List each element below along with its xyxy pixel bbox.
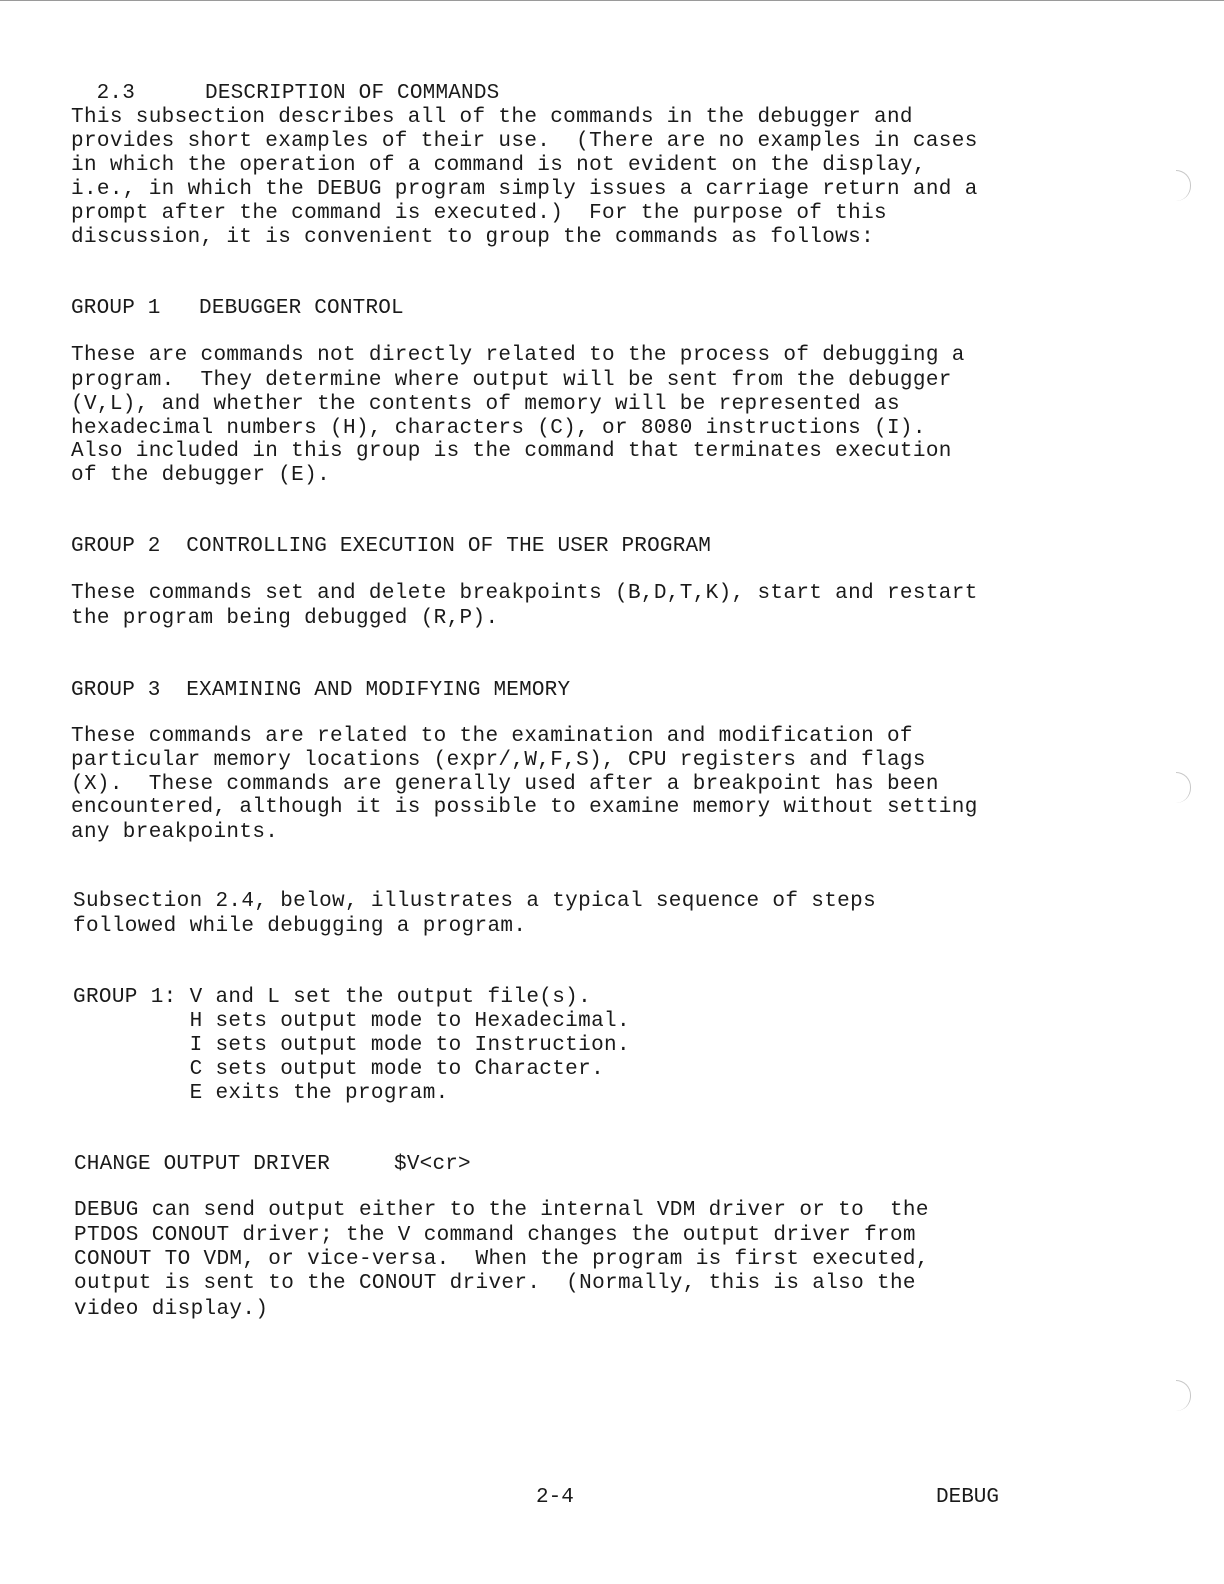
group-3-line: any breakpoints. bbox=[71, 821, 279, 844]
scan-mark bbox=[1176, 1380, 1191, 1411]
group-3-line: (X). These commands are generally used after a breakpoint has been bbox=[71, 773, 939, 796]
intro-line: discussion, it is convenient to group the commands as follows: bbox=[71, 226, 875, 249]
group-1-line: hexadecimal numbers (H), characters (C), or 8080 instructions (I). bbox=[71, 417, 926, 440]
intro-line: prompt after the command is executed.) For the purpose of this bbox=[71, 202, 887, 225]
group-2-line: These commands set and delete breakpoints (B,D,T,K), start and restart bbox=[71, 582, 978, 605]
note-line: Subsection 2.4, below, illustrates a typical sequence of steps bbox=[73, 890, 877, 913]
summary-line: E exits the program. bbox=[73, 1082, 449, 1105]
group-3-line: encountered, although it is possible to examine memory without setting bbox=[71, 796, 978, 819]
summary-line: I sets output mode to Instruction. bbox=[73, 1034, 630, 1057]
group-1-line: These are commands not directly related to the process of debugging a bbox=[71, 344, 965, 367]
page-number: 2-4 bbox=[536, 1486, 574, 1509]
scan-mark bbox=[1176, 170, 1191, 201]
change-output-line: DEBUG can send output either to the internal VDM driver or to the bbox=[74, 1199, 929, 1222]
section-title: DESCRIPTION OF COMMANDS bbox=[205, 82, 500, 105]
group-3-heading: GROUP 3 EXAMINING AND MODIFYING MEMORY bbox=[71, 679, 571, 702]
document-name: DEBUG bbox=[936, 1486, 1000, 1509]
group-1-line: program. They determine where output will be sent from the debugger bbox=[71, 369, 952, 392]
note-line: followed while debugging a program. bbox=[73, 915, 527, 938]
intro-line: i.e., in which the DEBUG program simply issues a carriage return and a bbox=[71, 178, 978, 201]
summary-line: GROUP 1: V and L set the output file(s). bbox=[73, 986, 592, 1009]
change-output-line: CONOUT TO VDM, or vice-versa. When the program is first executed, bbox=[74, 1248, 929, 1271]
group-1-line: (V,L), and whether the contents of memory will be represented as bbox=[71, 393, 900, 416]
change-output-line: PTDOS CONOUT driver; the V command changes the output driver from bbox=[74, 1224, 916, 1247]
section-number: 2.3 bbox=[96, 82, 136, 105]
summary-line: H sets output mode to Hexadecimal. bbox=[73, 1010, 630, 1033]
section-heading bbox=[71, 58, 499, 106]
change-output-line: output is sent to the CONOUT driver. (Normally, this is also the bbox=[74, 1272, 916, 1295]
group-2-heading: GROUP 2 CONTROLLING EXECUTION OF THE USER PROGRAM bbox=[71, 535, 712, 558]
summary-line: C sets output mode to Character. bbox=[73, 1058, 605, 1081]
page-top-edge bbox=[0, 0, 1224, 1]
intro-line: in which the operation of a command is not evident on the display, bbox=[71, 154, 926, 177]
group-1-line: of the debugger (E). bbox=[71, 464, 331, 487]
group-1-heading: GROUP 1 DEBUGGER CONTROL bbox=[71, 297, 404, 320]
group-3-line: These commands are related to the examination and modification of bbox=[71, 725, 913, 748]
group-1-line: Also included in this group is the command that terminates execution bbox=[71, 440, 952, 463]
scan-mark bbox=[1176, 772, 1191, 803]
intro-line: This subsection describes all of the commands in the debugger and bbox=[71, 106, 913, 129]
group-2-line: the program being debugged (R,P). bbox=[71, 607, 499, 630]
change-output-heading: CHANGE OUTPUT DRIVER $V<cr> bbox=[74, 1153, 471, 1176]
group-3-line: particular memory locations (expr/,W,F,S), CPU registers and flags bbox=[71, 749, 926, 772]
intro-line: provides short examples of their use. (There are no examples in cases bbox=[71, 130, 978, 153]
change-output-line: video display.) bbox=[74, 1298, 269, 1321]
